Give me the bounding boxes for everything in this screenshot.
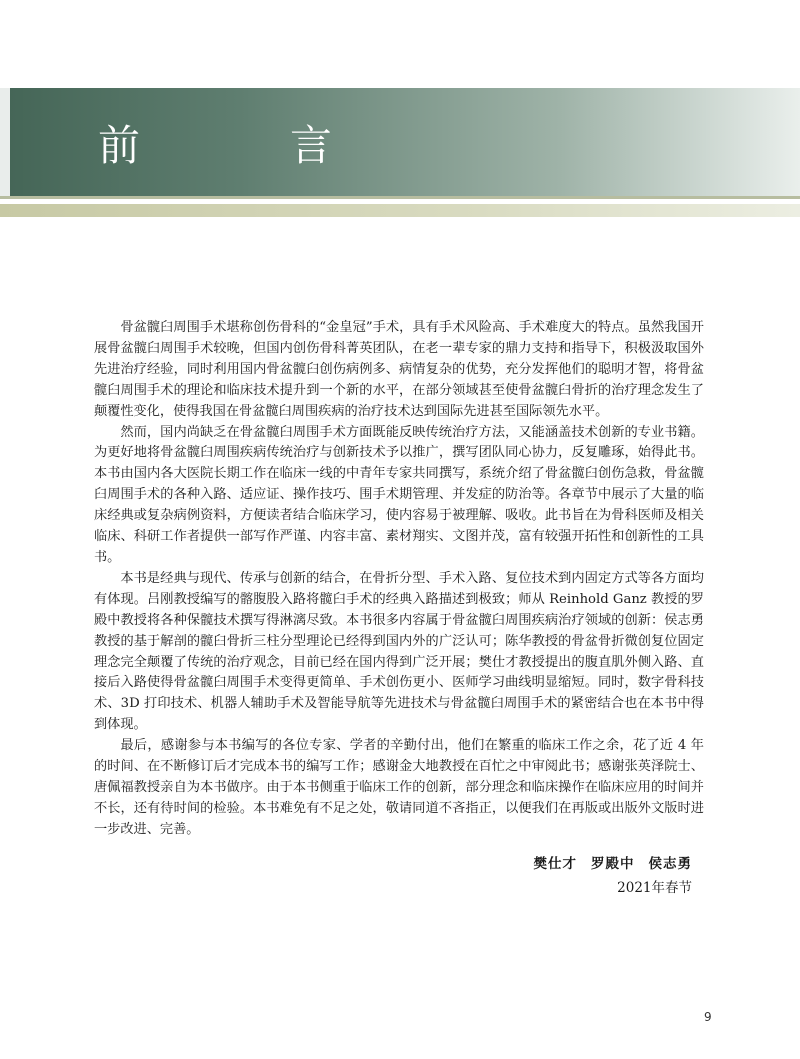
paragraph: 然而，国内尚缺乏在骨盆髋臼周围手术方面既能反映传统治疗方法，又能涵盖技术创新的专业书籍。为更好地将骨盆髋臼周围疾病传统治疗与创新技术予以推广，撰写团队同心协力，反复雕琢，始得此书。本书由国内各大医院长期工作在临床一线的中青年专家共同撰写，系统介绍了骨盆髋臼创伤急救，骨盆髋臼周围手术的各种入路、适应证、操作技巧、围手术期管理、并发症的防治等。各章节中展示了大量的临床经典或复杂病例资料，方便读者结合临床学习，使内容易于被理解、吸收。此书旨在为骨科医师及相关临床、科研工作者提供一部写作严谨、内容丰富、素材翔实、文图并茂，富有较强开拓性和创新性的工具书。 bbox=[94, 424, 704, 565]
title-band-edge bbox=[0, 88, 10, 196]
author-list bbox=[534, 852, 693, 876]
author-name: 侯志勇 bbox=[648, 856, 692, 872]
title-underline bbox=[0, 196, 800, 199]
signature-block bbox=[534, 852, 693, 900]
paragraph: 骨盆髋臼周围手术堪称创伤骨科的“金皇冠”手术，具有手术风险高、手术难度大的特点。虽然我国开展骨盆髋臼周围手术较晚，但国内创伤骨科菁英团队，在老一辈专家的鼎力支持和指导下，积极汲取国外先进治疗经验，同时利用国内骨盆髋臼创伤病例多、病情复杂的优势，充分发挥他们的聪明才智，将骨盆髋臼周围手术的理论和临床技术提升到一个新的水平，在部分领域甚至使骨盆髋臼骨折的治疗理念发生了颠覆性变化，使得我国在骨盆髋臼周围疾病的治疗技术达到国际先进甚至国际领先水平。 bbox=[94, 320, 704, 419]
paragraph: 最后，感谢参与本书编写的各位专家、学者的辛勤付出，他们在繁重的临床工作之余，花了近 4 年的时间、在不断修订后才完成本书的编写工作；感谢金大地教授在百忙之中审阅此书；感谢张英泽院士、唐佩福教授亲自为本书做序。由于本书侧重于临床工作的创新，部分理念和临床操作在临床应用的时间并不长，还有待时间的检验。本书难免有不足之处，敬请同道不吝指正，以便我们在再版或出版外文版时进一步改进、完善。 bbox=[94, 738, 704, 837]
author-name: 樊仕才 bbox=[533, 856, 577, 872]
author-name: 罗殿中 bbox=[591, 856, 635, 872]
title-accent-bar bbox=[0, 204, 800, 217]
preface-body bbox=[94, 318, 704, 841]
signature-date: 2021年春节 bbox=[617, 880, 692, 896]
paragraph: 本书是经典与现代、传承与创新的结合，在骨折分型、手术入路、复位技术到内固定方式等各方面均有体现。吕刚教授编写的髂腹股入路将髋臼手术的经典入路描述到极致；师从 Reinhold Ganz 教授的罗殿中教授将各种保髋技术撰写得淋漓尽致。本书很多内容属于骨盆髋臼周围疾病治疗领域的创新：侯志勇教授的基于解剖的髋臼骨折三柱分型理论已经得到国内外的广泛认可；陈华教授的骨盆骨折微创复位固定理念完全颠覆了传统的治疗观念，目前已经在国内得到广泛开展；樊仕才教授提出的腹直肌外侧入路、直接后入路使得骨盆髋臼周围手术变得更简单、手术创伤更小、医师学习曲线明显缩短。同时，数字骨科技术、3D 打印技术、机器人辅助手术及智能导航等先进技术与骨盆髋臼周围手术的紧密结合也在本书中得到体现。 bbox=[94, 570, 704, 733]
page-title: 前 言 bbox=[98, 121, 387, 170]
page-number: 9 bbox=[704, 1010, 712, 1024]
